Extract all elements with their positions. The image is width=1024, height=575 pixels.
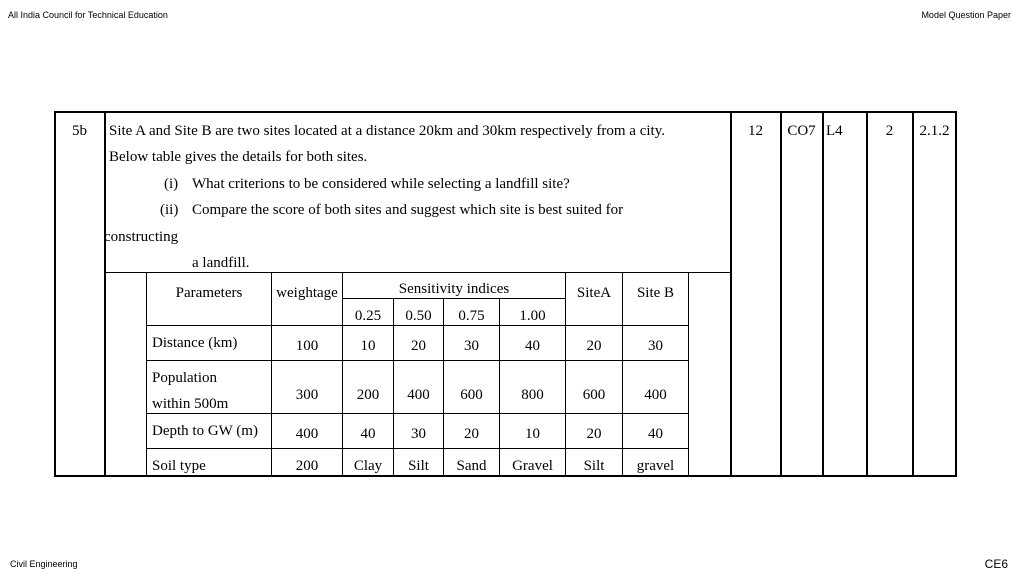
row-soil-s1: Clay (353, 458, 383, 474)
subquestion-i: What criterions to be considered while selecting a landfill site? (192, 176, 570, 192)
row-distance-s1: 10 (360, 338, 376, 354)
data-table-left-border (146, 272, 147, 476)
row-soil-param: Soil type (152, 458, 206, 474)
row-depth-site-a: 20 (586, 426, 602, 442)
subquestion-ii-end: a landfill. (192, 255, 250, 271)
row-distance-site-b: 30 (648, 338, 663, 354)
row-distance-s3: 30 (464, 338, 479, 354)
col-divider-end (688, 272, 689, 476)
subquestion-ii-number: (ii) (160, 202, 179, 218)
col-divider-sens-start (342, 272, 343, 476)
header-organization: All India Council for Technical Education (8, 10, 168, 20)
row-depth-s1: 40 (360, 426, 376, 442)
col-divider-weightage (271, 272, 272, 476)
row-soil-site-b: gravel (636, 458, 675, 474)
question-number: 5b (72, 123, 87, 139)
index-1-00: 1.00 (519, 308, 546, 324)
index-0-50: 0.50 (405, 308, 432, 324)
row-population-s1: 200 (356, 387, 380, 403)
divider-level (866, 112, 868, 476)
header-parameters: Parameters (175, 285, 243, 301)
row-depth-s4: 10 (525, 426, 540, 442)
divider-co (822, 112, 824, 476)
row-distance-site-a: 20 (586, 338, 602, 354)
course-outcome-value: CO7 (787, 123, 816, 139)
footer-subject: Civil Engineering (10, 559, 78, 569)
row-distance-weight: 100 (295, 338, 319, 354)
subquestion-i-number: (i) (164, 176, 179, 192)
row-depth-site-b: 40 (648, 426, 663, 442)
row-depth-param: Depth to GW (m) (152, 423, 258, 439)
divider-marks (780, 112, 782, 476)
sensitivity-header-divider (343, 298, 565, 299)
row-population-s2: 400 (407, 387, 430, 403)
row-population-site-a: 600 (582, 387, 606, 403)
header-document-type: Model Question Paper (921, 10, 1011, 20)
subquestion-ii: Compare the score of both sites and suggest which site is best suited for (192, 202, 624, 218)
row-depth-s3: 20 (464, 426, 479, 442)
header-row-divider (146, 325, 689, 326)
header-site-b: Site B (636, 285, 675, 301)
col-divider-site-b (622, 272, 623, 476)
row-depth-weight: 400 (295, 426, 319, 442)
row-population-s4: 800 (521, 387, 544, 403)
divider-question (730, 112, 732, 476)
index-0-25: 0.25 (354, 308, 382, 324)
subquestion-ii-continued: constructing (104, 229, 179, 245)
row-soil-weight: 200 (295, 458, 319, 474)
row-population-s3: 600 (460, 387, 483, 403)
row-soil-site-a: Silt (583, 458, 605, 474)
header-sensitivity-indices: Sensitivity indices (398, 281, 510, 297)
row-distance-s4: 40 (525, 338, 540, 354)
row-distance-s2: 20 (411, 338, 426, 354)
divider-qno (104, 112, 106, 476)
question-line-2: Below table gives the details for both sites. (109, 149, 368, 165)
program-outcome-value: 2 (885, 123, 894, 139)
row-population-param-line1: Population (152, 370, 218, 386)
marks-value: 12 (748, 123, 763, 139)
question-line-1: Site A and Site B are two sites located at a distance 20km and 30km respectively from a city. (109, 123, 665, 139)
row-population-weight: 300 (295, 387, 319, 403)
header-weightage: weightage (276, 285, 338, 301)
row-population-site-b: 400 (644, 387, 667, 403)
col-divider-site-a (565, 272, 566, 476)
row-soil-s2: Silt (408, 458, 429, 474)
bloom-level-value: L4 (826, 123, 843, 139)
row-soil-s4: Gravel (512, 458, 553, 474)
data-table-top-border (104, 272, 730, 273)
row-population-param-line2: within 500m (152, 396, 229, 412)
divider-po (912, 112, 914, 476)
performance-indicator-value: 2.1.2 (919, 123, 950, 139)
index-0-75: 0.75 (458, 308, 485, 324)
row-soil-s3: Sand (456, 458, 487, 474)
header-site-a: SiteA (576, 285, 612, 301)
row-depth-s2: 30 (411, 426, 426, 442)
footer-page-code: CE6 (984, 557, 1008, 571)
row-divider-1 (146, 360, 689, 361)
row-divider-2 (146, 413, 689, 414)
row-distance-param: Distance (km) (152, 335, 238, 351)
row-divider-3 (146, 448, 689, 449)
